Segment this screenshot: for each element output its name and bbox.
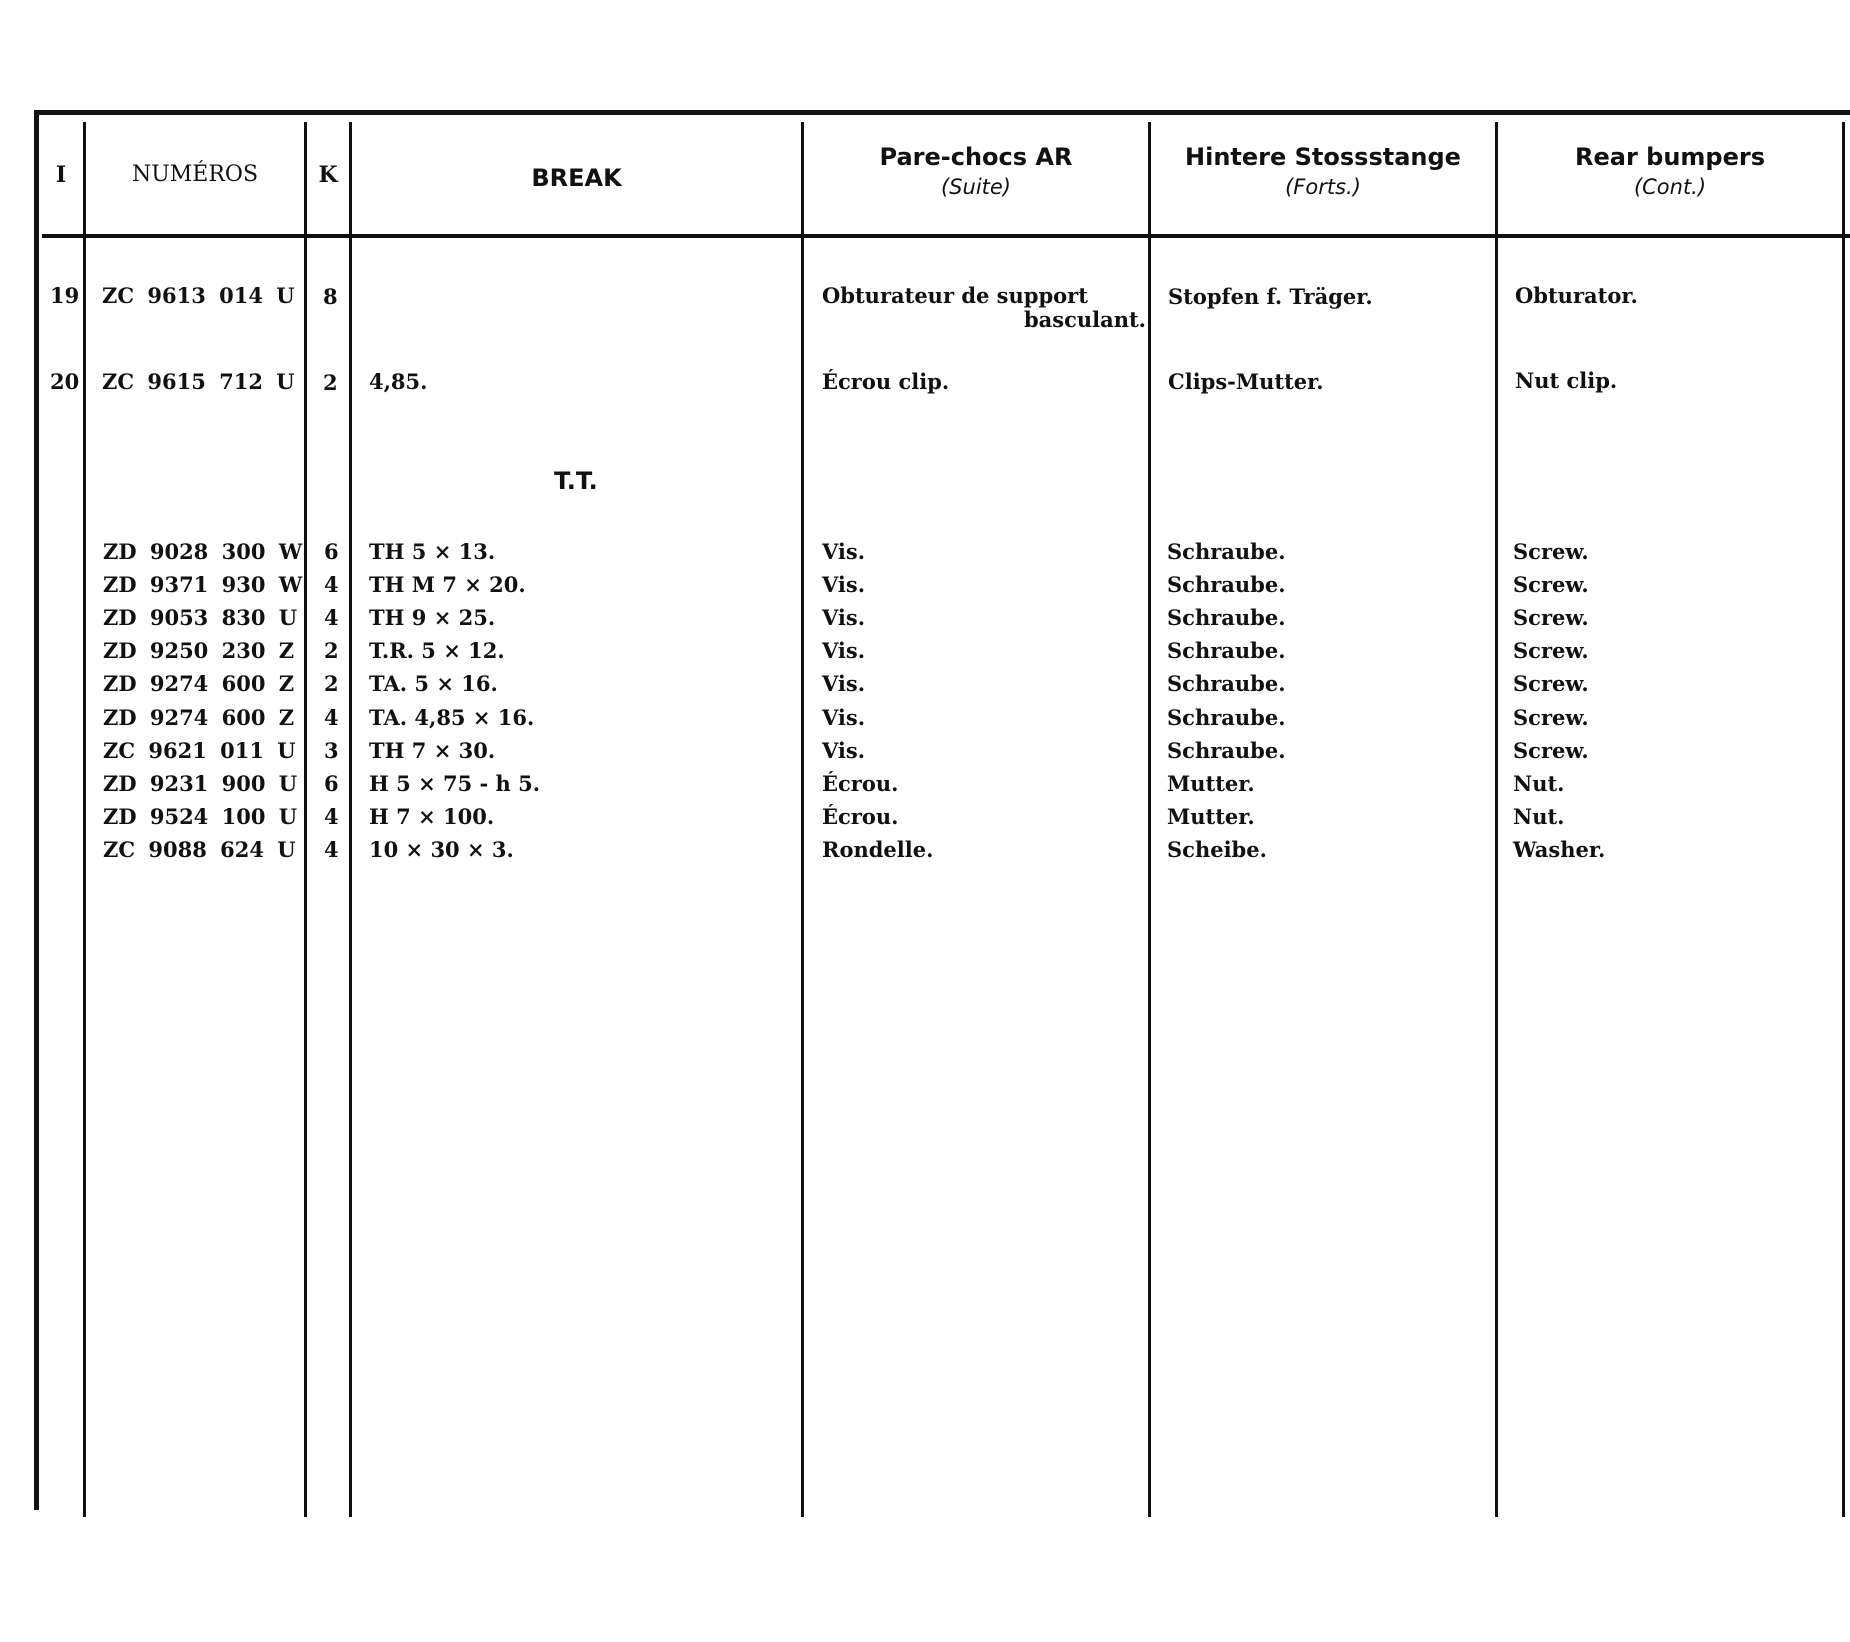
tt-row-8-en: Nut.	[1513, 771, 1565, 796]
row-20-k: 2	[323, 370, 338, 395]
tt-row-10-desc: 10 × 30 × 3.	[369, 837, 514, 862]
tt-row-9-desc: H 7 × 100.	[369, 804, 495, 829]
header-de-sub: (Forts.)	[1285, 175, 1361, 199]
tt-row-9-de: Mutter.	[1167, 804, 1255, 829]
tt-row-4-k: 2	[324, 638, 339, 663]
left-border	[34, 110, 39, 1510]
header-de-title: Hintere Stossstange	[1185, 143, 1461, 171]
tt-row-1-desc: TH 5 × 13.	[369, 539, 496, 564]
row-20-en: Nut clip.	[1515, 368, 1618, 393]
tt-row-2-fr: Vis.	[822, 572, 866, 597]
col-divider-numeros	[304, 122, 307, 1517]
tt-row-7-k: 3	[324, 738, 339, 763]
header-break-title: BREAK	[531, 164, 622, 192]
tt-row-10-en: Washer.	[1513, 837, 1606, 862]
header-col-break	[352, 164, 801, 192]
tt-row-7-en: Screw.	[1513, 738, 1589, 763]
tt-row-1-de: Schraube.	[1167, 539, 1286, 564]
row-20-number: ZC 9615 712 U	[102, 369, 295, 394]
row-19-number: ZC 9613 014 U	[102, 283, 295, 308]
col-divider-en	[1842, 122, 1845, 1517]
tt-row-4-num: ZD 9250 230 Z	[103, 638, 295, 663]
tt-row-2-de: Schraube.	[1167, 572, 1286, 597]
tt-row-6-fr: Vis.	[822, 705, 866, 730]
tt-row-1-en: Screw.	[1513, 539, 1589, 564]
tt-row-5-fr: Vis.	[822, 671, 866, 696]
tt-row-8-num: ZD 9231 900 U	[103, 771, 298, 796]
tt-row-2-desc: TH M 7 × 20.	[369, 572, 526, 597]
tt-row-6-en: Screw.	[1513, 705, 1589, 730]
col-divider-k	[349, 122, 352, 1517]
tt-row-5-desc: TA. 5 × 16.	[369, 671, 498, 696]
tt-row-5-de: Schraube.	[1167, 671, 1286, 696]
header-en-sub: (Cont.)	[1633, 175, 1707, 199]
row-20-fr: Écrou clip.	[822, 369, 950, 394]
row-19-fr: Obturateur de support	[822, 283, 1088, 308]
tt-row-6-k: 4	[324, 705, 339, 730]
tt-row-2-k: 4	[324, 572, 339, 597]
row-19-index: 19	[50, 283, 80, 308]
header-en-title: Rear bumpers	[1575, 143, 1765, 171]
table-top-rule	[36, 110, 1850, 115]
tt-row-9-fr: Écrou.	[822, 804, 899, 829]
tt-row-4-de: Schraube.	[1167, 638, 1286, 663]
row-19-de: Stopfen f. Träger.	[1168, 284, 1373, 309]
tt-row-2-num: ZD 9371 930 W	[103, 572, 303, 597]
tt-row-4-desc: T.R. 5 × 12.	[369, 638, 505, 663]
tt-row-8-desc: H 5 × 75 - h 5.	[369, 771, 541, 796]
header-col-fr	[804, 143, 1148, 199]
col-divider-fr	[1148, 122, 1151, 1517]
tt-row-3-desc: TH 9 × 25.	[369, 605, 496, 630]
tt-row-7-num: ZC 9621 011 U	[103, 738, 296, 763]
tt-row-8-fr: Écrou.	[822, 771, 899, 796]
tt-row-10-num: ZC 9088 624 U	[103, 837, 296, 862]
tt-row-4-en: Screw.	[1513, 638, 1589, 663]
header-col-k: K	[318, 162, 338, 188]
tt-row-1-num: ZD 9028 300 W	[103, 539, 303, 564]
section-title-tt: T.T.	[554, 467, 598, 495]
tt-row-3-fr: Vis.	[822, 605, 866, 630]
tt-row-8-k: 6	[324, 771, 339, 796]
tt-row-9-k: 4	[324, 804, 339, 829]
tt-row-3-en: Screw.	[1513, 605, 1589, 630]
tt-row-5-num: ZD 9274 600 Z	[103, 671, 295, 696]
tt-row-6-desc: TA. 4,85 × 16.	[369, 705, 535, 730]
col-divider-break	[801, 122, 804, 1517]
tt-row-9-num: ZD 9524 100 U	[103, 804, 298, 829]
tt-row-6-de: Schraube.	[1167, 705, 1286, 730]
header-bottom-rule	[42, 234, 1850, 238]
col-divider-de	[1495, 122, 1498, 1517]
tt-row-7-de: Schraube.	[1167, 738, 1286, 763]
tt-row-9-en: Nut.	[1513, 804, 1565, 829]
tt-row-5-en: Screw.	[1513, 671, 1589, 696]
col-divider-i	[83, 122, 86, 1517]
row-20-desc: 4,85.	[369, 369, 428, 394]
tt-row-3-de: Schraube.	[1167, 605, 1286, 630]
row-19-k: 8	[323, 284, 338, 309]
tt-row-1-fr: Vis.	[822, 539, 866, 564]
row-19-en: Obturator.	[1515, 283, 1638, 308]
tt-row-6-num: ZD 9274 600 Z	[103, 705, 295, 730]
row-20-de: Clips-Mutter.	[1168, 369, 1324, 394]
tt-row-8-de: Mutter.	[1167, 771, 1255, 796]
header-col-en	[1498, 143, 1842, 199]
tt-row-5-k: 2	[324, 671, 339, 696]
header-col-de	[1151, 143, 1495, 199]
tt-row-3-num: ZD 9053 830 U	[103, 605, 298, 630]
header-col-i: I	[55, 162, 67, 188]
tt-row-4-fr: Vis.	[822, 638, 866, 663]
tt-row-7-fr: Vis.	[822, 738, 866, 763]
tt-row-10-de: Scheibe.	[1167, 837, 1267, 862]
tt-row-2-en: Screw.	[1513, 572, 1589, 597]
header-fr-sub: (Suite)	[940, 175, 1011, 199]
row-19-fr-cont: basculant.	[1023, 307, 1146, 332]
tt-row-3-k: 4	[324, 605, 339, 630]
tt-row-10-fr: Rondelle.	[822, 837, 934, 862]
row-20-index: 20	[50, 369, 80, 394]
tt-row-1-k: 6	[324, 539, 339, 564]
header-fr-title: Pare-chocs AR	[879, 143, 1073, 171]
tt-row-10-k: 4	[324, 837, 339, 862]
header-col-numeros: NUMÉROS	[131, 162, 259, 187]
tt-row-7-desc: TH 7 × 30.	[369, 738, 496, 763]
